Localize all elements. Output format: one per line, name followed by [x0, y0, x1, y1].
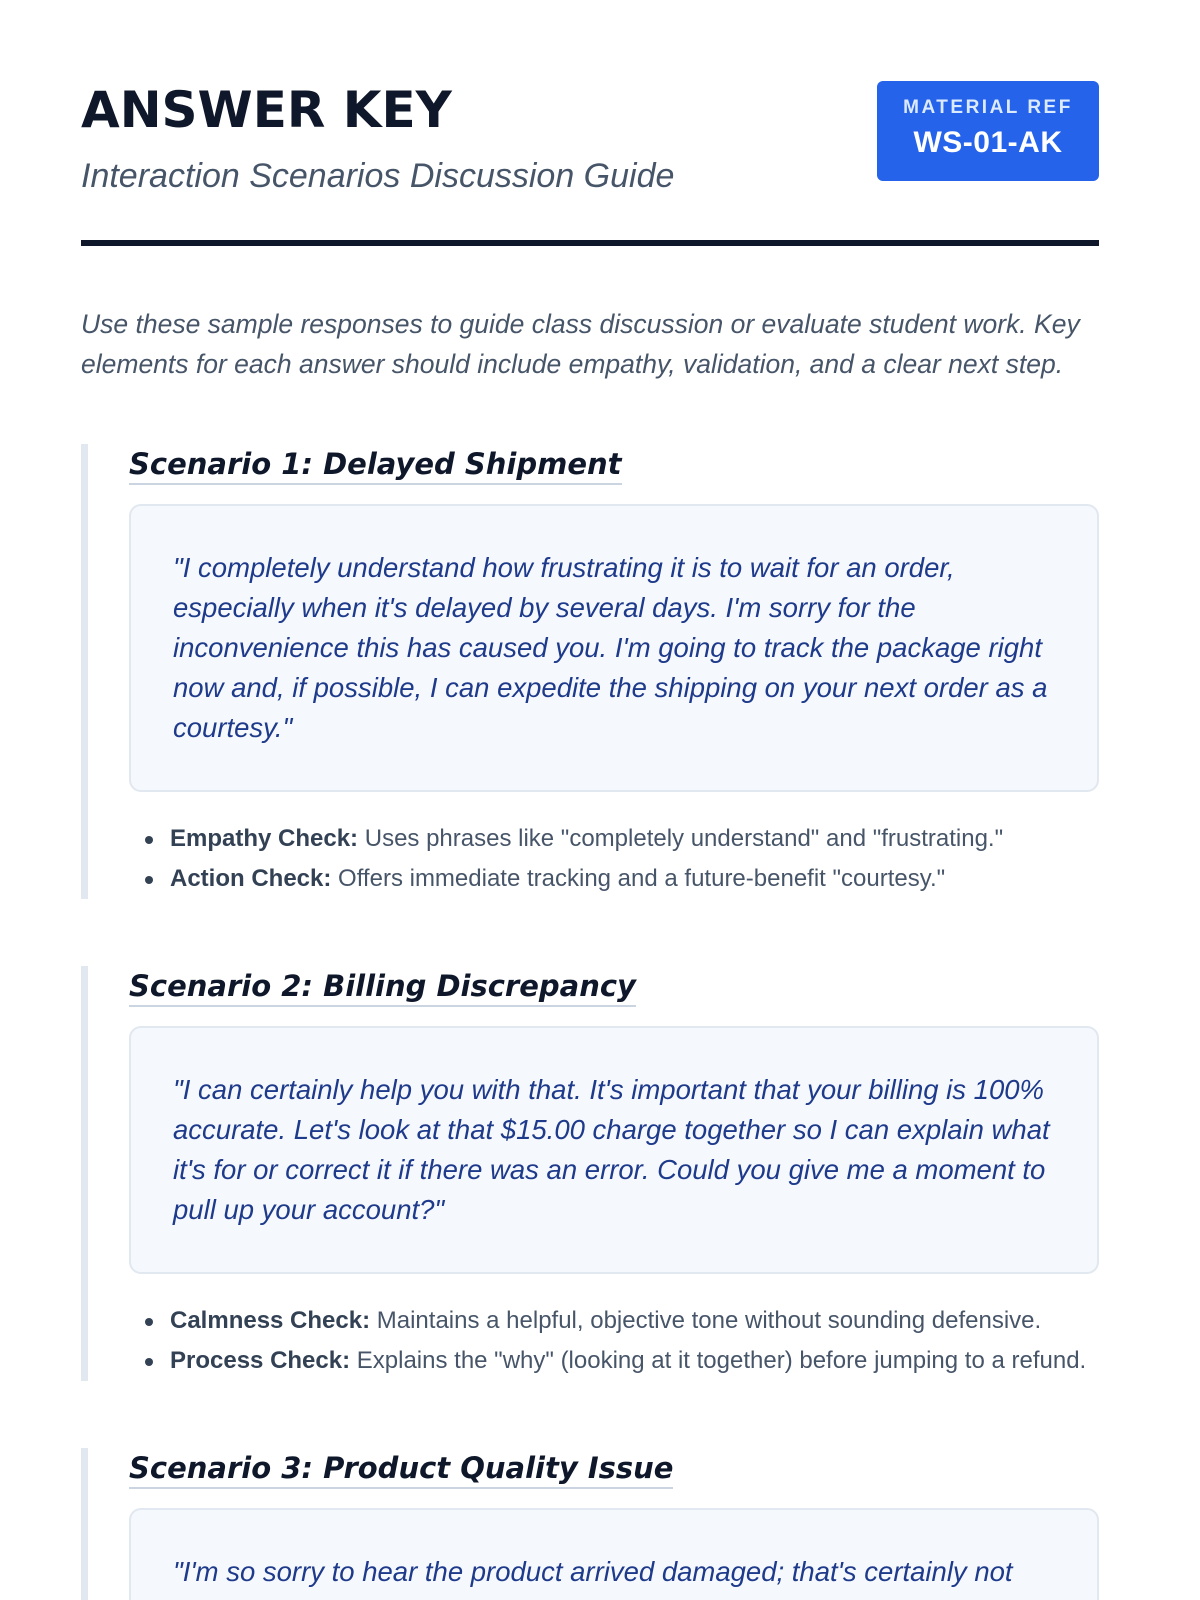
- check-text: Maintains a helpful, objective tone without sounding defensive.: [370, 1307, 1042, 1334]
- scenario-3-title: Scenario 3: Product Quality Issue: [129, 1450, 673, 1489]
- scenario-1-title: Scenario 1: Delayed Shipment: [129, 446, 622, 485]
- material-ref-label: MATERIAL REF: [903, 97, 1073, 118]
- material-ref-badge: [877, 81, 1099, 181]
- scenario-1-checklist: [129, 819, 1099, 899]
- check-label: Action Check:: [170, 865, 332, 892]
- check-item: [145, 1341, 1099, 1381]
- scenario-1: [81, 444, 1099, 899]
- document-header: [81, 0, 1099, 246]
- scenario-2-title: Scenario 2: Billing Discrepancy: [129, 968, 636, 1007]
- scenario-1-sample-response: [129, 504, 1099, 792]
- material-ref-code: WS-01-AK: [913, 126, 1063, 159]
- check-item: [145, 819, 1099, 859]
- check-label: Calmness Check:: [170, 1307, 371, 1334]
- check-text: Explains the "why" (looking at it together) before jumping to a refund.: [350, 1347, 1087, 1374]
- page-title: ANSWER KEY: [81, 81, 452, 139]
- check-item: [145, 859, 1099, 899]
- check-item: [145, 1301, 1099, 1341]
- check-label: Empathy Check:: [170, 825, 359, 852]
- scenario-3: [81, 1448, 1099, 1600]
- check-text: Uses phrases like "completely understand" and "frustrating.": [358, 825, 1004, 852]
- scenario-3-response-text: "I'm so sorry to hear the product arrived damaged; that's certainly not: [173, 1556, 1013, 1587]
- intro-paragraph: Use these sample responses to guide class discussion or evaluate student work. Key elements for each answer should include empathy, validation, and a clear next step.: [81, 309, 1080, 379]
- scenario-2-response-text: "I can certainly help you with that. It's important that your billing is 100% accurate. Let's look at that $15.00 charge together so I can explain what it's for or correct it if there was an error. Could you give me a moment to pull up your account?": [173, 1074, 1050, 1225]
- scenario-2-checklist: [129, 1301, 1099, 1381]
- scenario-3-sample-response: [129, 1508, 1099, 1600]
- check-text: Offers immediate tracking and a future-benefit "courtesy.": [331, 865, 946, 892]
- page-subtitle: Interaction Scenarios Discussion Guide: [81, 157, 675, 195]
- scenario-1-response-text: "I completely understand how frustrating it is to wait for an order, especially when it's delayed by several days. I'm sorry for the inconvenience this has caused you. I'm going to track the package right now and, if possible, I can expedite the shipping on your next order as a courtesy.": [173, 552, 1048, 743]
- scenario-2-sample-response: [129, 1026, 1099, 1274]
- scenario-2: [81, 966, 1099, 1381]
- check-label: Process Check:: [170, 1347, 351, 1374]
